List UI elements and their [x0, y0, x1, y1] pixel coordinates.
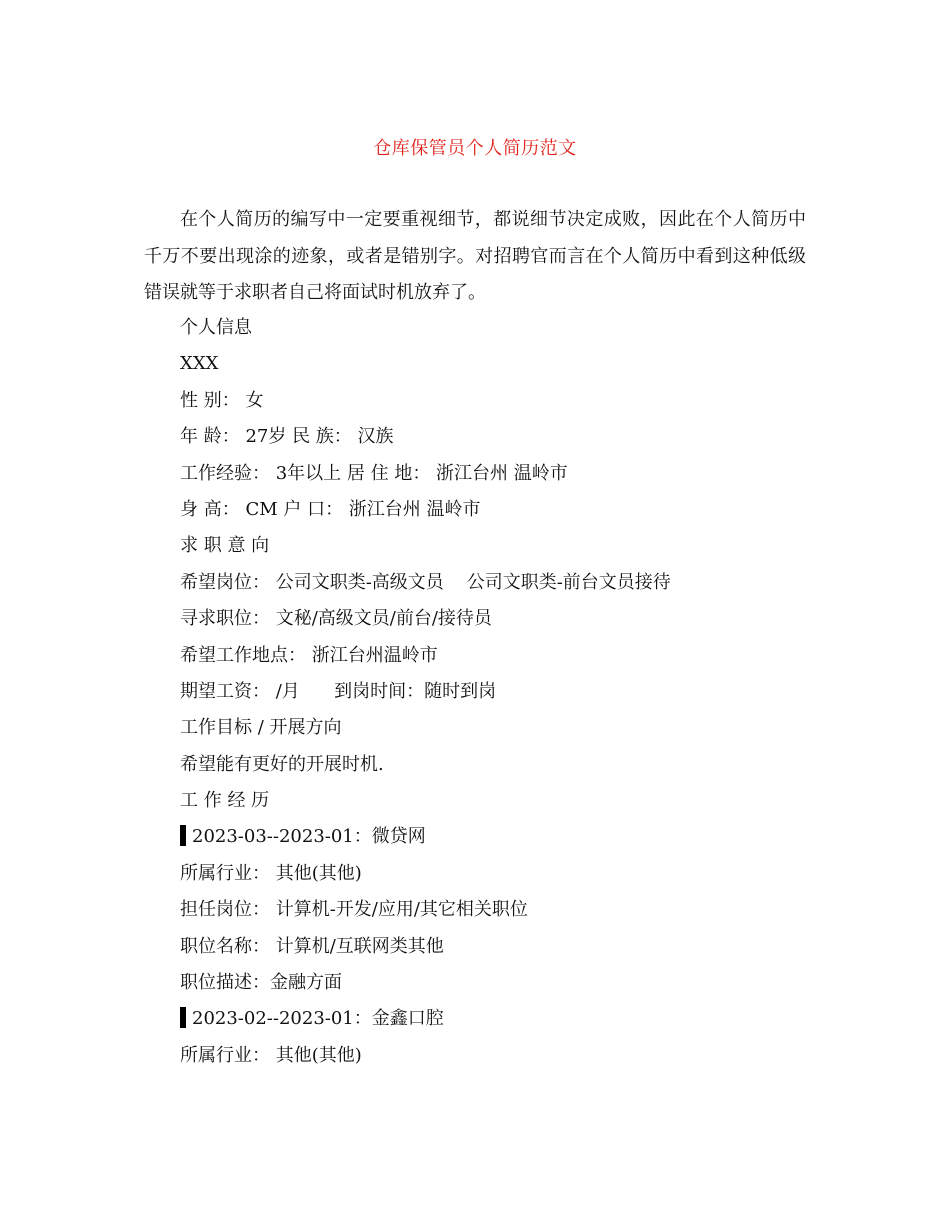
job-entry-2-period	[180, 1001, 820, 1037]
gender-line: 性 别： 女	[180, 389, 264, 411]
salary-start-line: 期望工资： /月 到岗时间：随时到岗	[180, 680, 497, 702]
job-entry-2-period-text: 2023-02--2023-01：金鑫口腔	[192, 1008, 444, 1030]
period-marker-bar	[180, 1007, 186, 1028]
job-entry-1-period-text: 2023-03--2023-01：微贷网	[192, 826, 426, 848]
desired-location-line: 希望工作地点： 浙江台州温岭市	[180, 644, 438, 666]
document-title: 仓库保管员个人简历范文	[373, 138, 577, 159]
job-entry-2-industry: 所属行业： 其他(其他)	[180, 1044, 362, 1066]
section-heading-work-history: 工 作 经 历	[180, 790, 270, 812]
job-entry-1-period	[180, 819, 820, 855]
goal-heading: 工作目标 / 开展方向	[180, 717, 342, 739]
section-heading-job-intent: 求 职 意 向	[180, 535, 270, 557]
job-entry-1-description: 职位描述：金融方面	[180, 972, 342, 994]
desired-posts-line: 希望岗位： 公司文职类-高级文员 公司文职类-前台文员接待	[180, 571, 671, 593]
goal-text: 希望能有更好的开展时机.	[180, 753, 384, 775]
age-ethnicity-line: 年 龄： 27岁 民 族： 汉族	[180, 426, 394, 448]
intro-paragraph: 在个人简历的编写中一定要重视细节，都说细节决定成败，因此在个人简历中千万不要出现涂的迹象，或者是错别字。对招聘官而言在个人简历中看到这种低级错误就等于求职者自己将面试时机放弃了。	[144, 209, 806, 303]
height-hukou-line: 身 高： CM 户 口： 浙江台州 温岭市	[180, 498, 481, 520]
applicant-name: XXX	[180, 353, 219, 375]
job-entry-1-industry: 所属行业： 其他(其他)	[180, 862, 362, 884]
period-marker-bar	[180, 825, 186, 846]
resume-body	[180, 310, 820, 1074]
experience-residence-line: 工作经验： 3年以上 居 住 地： 浙江台州 温岭市	[180, 462, 568, 484]
job-entry-1-post: 担任岗位： 计算机-开发/应用/其它相关职位	[180, 899, 528, 921]
section-heading-personal-info: 个人信息	[180, 317, 252, 338]
job-entry-1-title: 职位名称： 计算机/互联网类其他	[180, 935, 444, 957]
seeking-positions-line: 寻求职位： 文秘/高级文员/前台/接待员	[180, 608, 492, 630]
